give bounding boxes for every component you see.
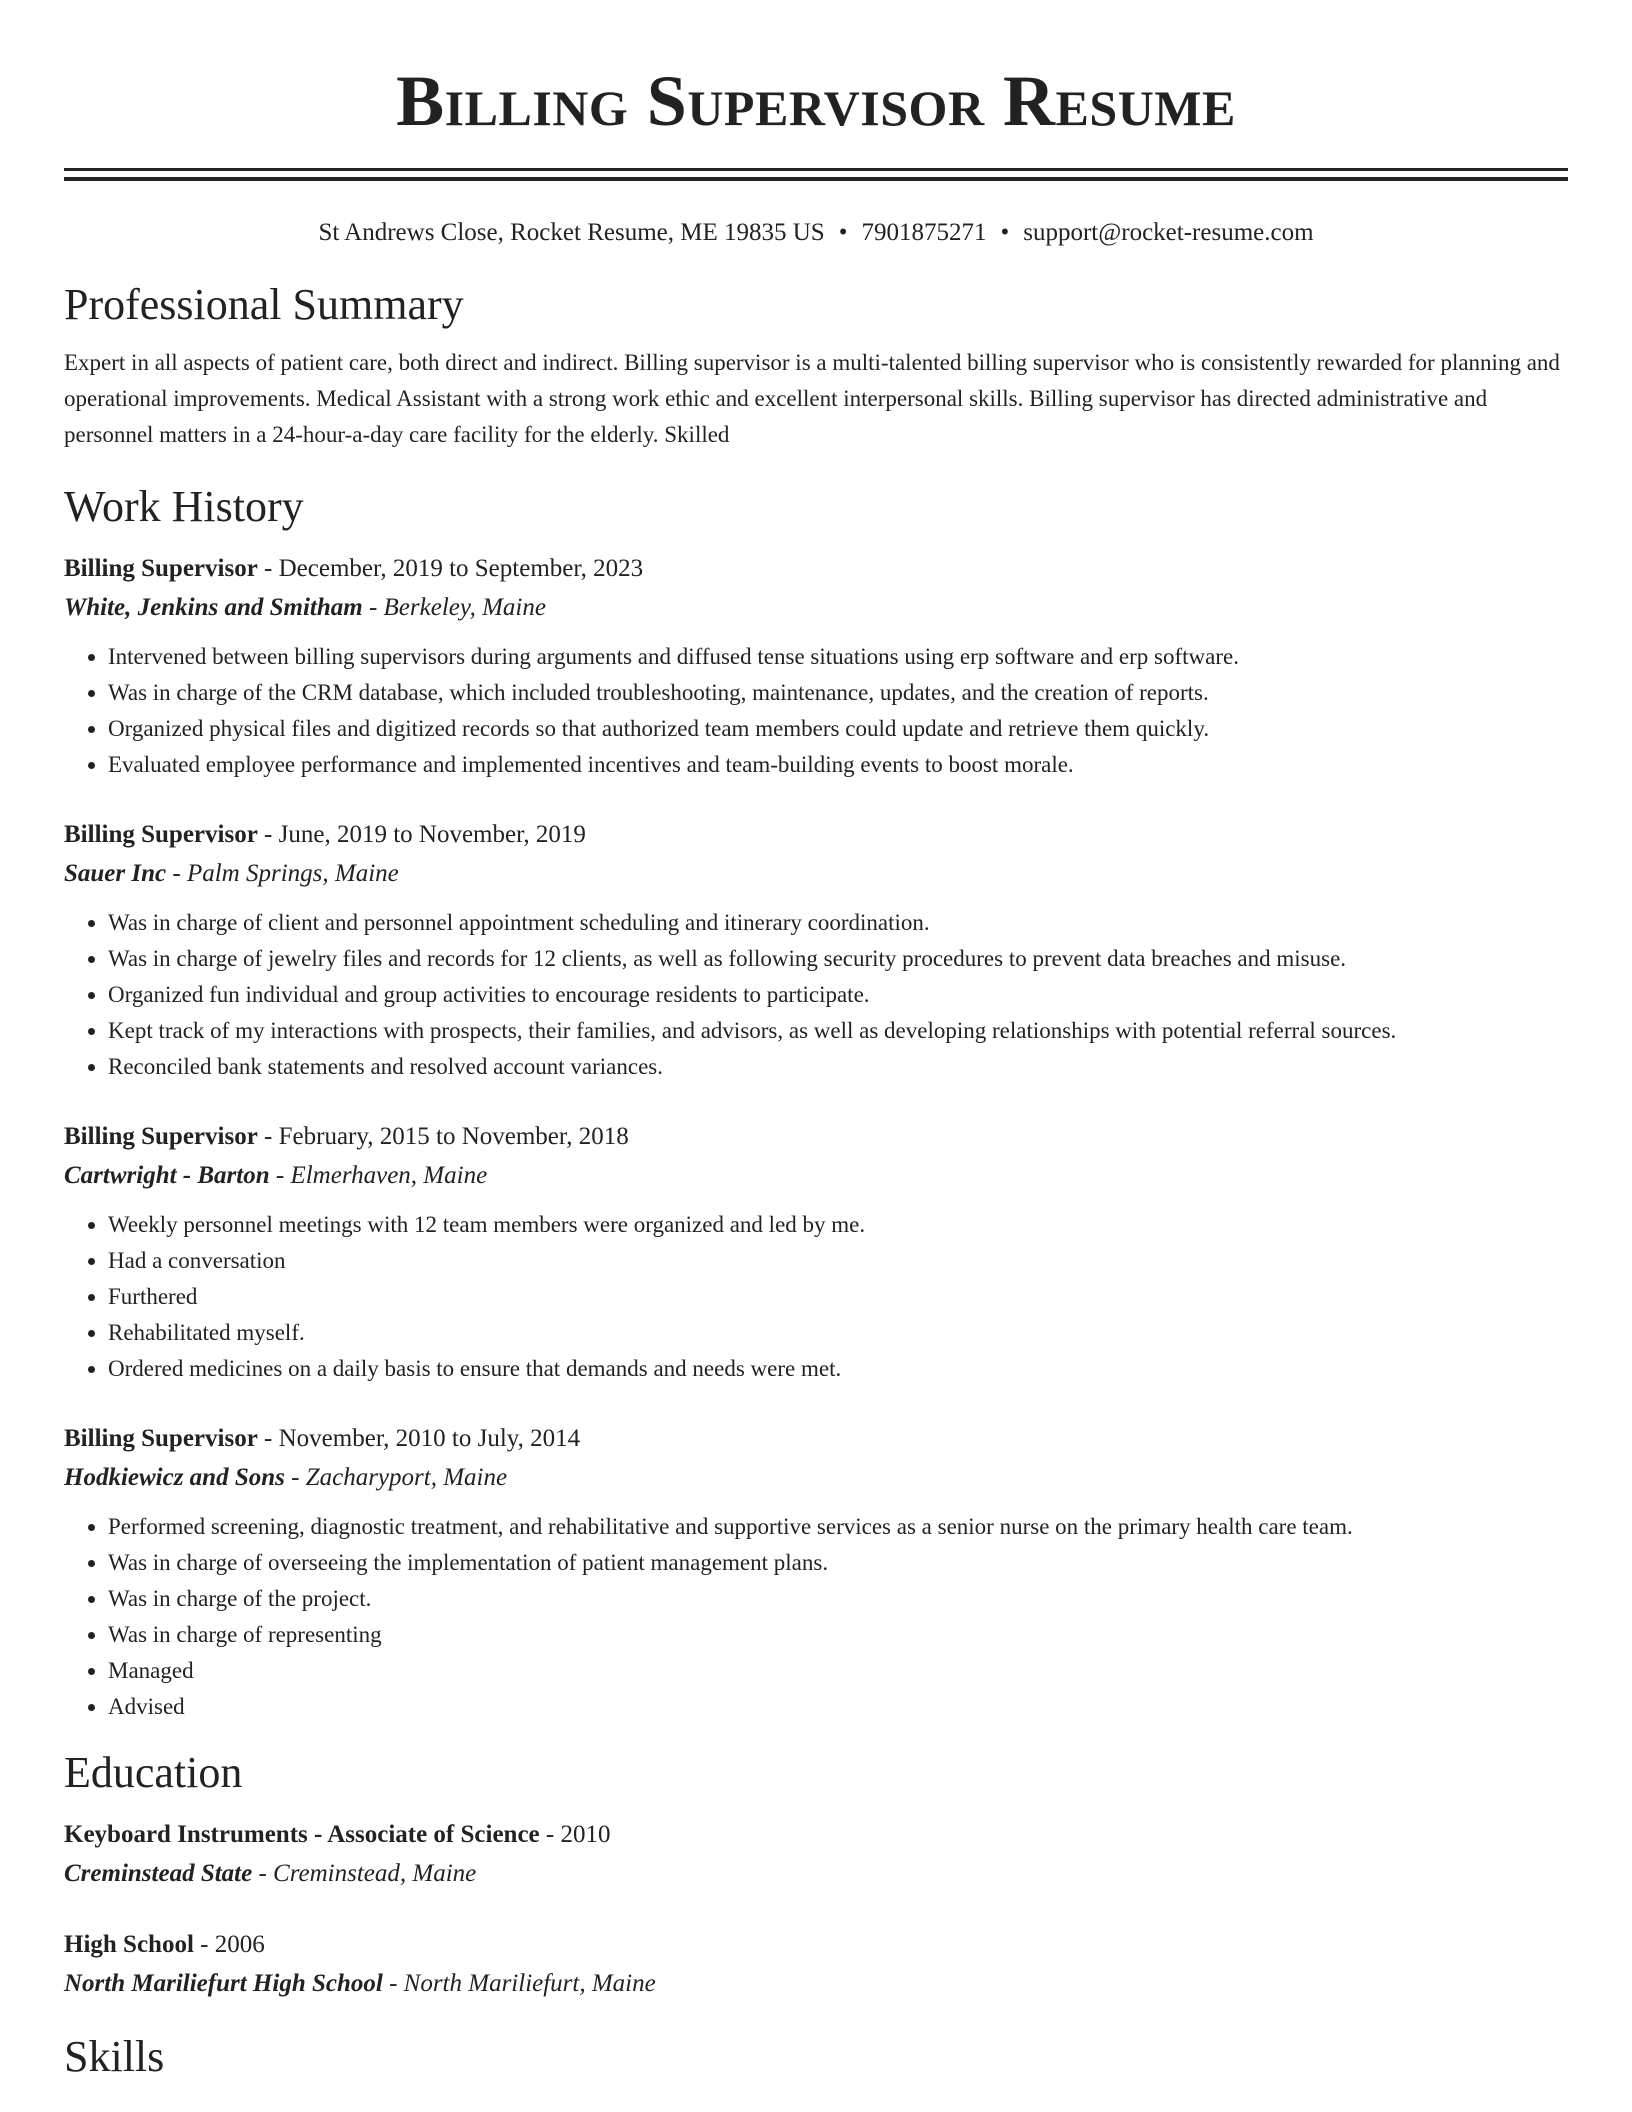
list-item: • Evaluated employee performance and implemented incentives and team-building events to boost morale. <box>108 747 1568 783</box>
contact-phone: 7901875271 <box>861 219 987 246</box>
list-item: • Performed screening, diagnostic treatment, and rehabilitative and supportive services as a senior nurse on the primary health care team. <box>108 1509 1568 1545</box>
education-entry <box>64 1925 1568 2003</box>
school-name: Creminstead State <box>64 1860 253 1887</box>
list-item: • Furthered <box>108 1279 1568 1315</box>
company-line <box>64 1157 1568 1195</box>
company-name: Sauer Inc <box>64 860 167 887</box>
company-line <box>64 589 1568 627</box>
work-history-heading: Work History <box>64 482 304 531</box>
summary-heading: Professional Summary <box>64 280 464 329</box>
list-item: • Was in charge of overseeing the implementation of patient management plans. <box>108 1545 1568 1581</box>
job-entry <box>64 1419 1568 1725</box>
school-line <box>64 1855 1568 1893</box>
degree-name: High School <box>64 1931 194 1958</box>
company-location: - Zacharyport, Maine <box>284 1464 508 1491</box>
company-location: - Elmerhaven, Maine <box>269 1162 488 1189</box>
company-name: White, Jenkins and Smitham <box>64 594 363 621</box>
contact-line <box>64 217 1568 249</box>
contact-separator: • <box>1000 219 1010 246</box>
school-location: - North Mariliefurt, Maine <box>382 1970 656 1997</box>
school-location: - Creminstead, Maine <box>252 1860 477 1887</box>
company-line <box>64 855 1568 893</box>
list-item: • Intervened between billing supervisors during arguments and diffused tense situations using erp software and erp software. <box>108 639 1568 675</box>
company-location: - Berkeley, Maine <box>362 594 546 621</box>
company-line <box>64 1459 1568 1497</box>
list-item: • Was in charge of the CRM database, which included troubleshooting, maintenance, updates, and the creation of reports. <box>108 675 1568 711</box>
job-entry <box>64 549 1568 783</box>
education-heading: Education <box>64 1748 243 1797</box>
list-item: • Rehabilitated myself. <box>108 1315 1568 1351</box>
list-item: • Was in charge of client and personnel appointment scheduling and itinerary coordination. <box>108 905 1568 941</box>
job-bullets <box>64 905 1568 1085</box>
degree-line <box>64 1925 1568 1965</box>
list-item: • Managed <box>108 1653 1568 1689</box>
list-item: • Kept track of my interactions with prospects, their families, and advisors, as well as developing relationships with potential referral sources. <box>108 1013 1568 1049</box>
list-item: • Was in charge of jewelry files and records for 12 clients, as well as following security procedures to prevent data breaches and misuse. <box>108 941 1568 977</box>
summary-text: Expert in all aspects of patient care, both direct and indirect. Billing supervisor is a multi-talented billing supervisor who is consistently rewarded for planning and operational improvements. Medical Assistant with a strong work ethic and excellent interpersonal skills. Billing supervisor has directed administrative and personnel matters in a 24-hour-a-day care facility for the elderly. Skilled <box>64 350 1560 447</box>
list-item: • Was in charge of representing <box>108 1617 1568 1653</box>
page-title: Billing Supervisor Resume <box>396 61 1236 141</box>
degree-line <box>64 1815 1568 1855</box>
job-dates: - June, 2019 to November, 2019 <box>257 821 586 848</box>
company-name: Cartwright - Barton <box>64 1162 270 1189</box>
list-item: • Advised <box>108 1689 1568 1725</box>
company-location: - Palm Springs, Maine <box>166 860 399 887</box>
degree-year: - 2006 <box>193 1931 265 1958</box>
school-line <box>64 1965 1568 2003</box>
job-dates: - December, 2019 to September, 2023 <box>257 555 644 582</box>
degree-name: Keyboard Instruments - Associate of Science <box>64 1821 540 1848</box>
job-title-line <box>64 815 1568 855</box>
job-title: Billing Supervisor <box>64 555 258 582</box>
job-bullets <box>64 639 1568 783</box>
job-dates: - November, 2010 to July, 2014 <box>257 1425 581 1452</box>
skills-heading: Skills <box>64 2032 165 2081</box>
title-rule-bottom <box>64 177 1568 181</box>
list-item: • Was in charge of the project. <box>108 1581 1568 1617</box>
contact-address: St Andrews Close, Rocket Resume, ME 19835 US <box>318 219 825 246</box>
title-rule-top <box>64 168 1568 171</box>
job-entry <box>64 815 1568 1085</box>
job-title-line <box>64 1117 1568 1157</box>
job-title-line <box>64 549 1568 589</box>
school-name: North Mariliefurt High School <box>64 1970 383 1997</box>
education-entry <box>64 1815 1568 1893</box>
contact-email: support@rocket-resume.com <box>1023 219 1314 246</box>
company-name: Hodkiewicz and Sons <box>64 1464 285 1491</box>
list-item: • Weekly personnel meetings with 12 team members were organized and led by me. <box>108 1207 1568 1243</box>
job-title: Billing Supervisor <box>64 1425 258 1452</box>
job-title: Billing Supervisor <box>64 821 258 848</box>
job-title: Billing Supervisor <box>64 1123 258 1150</box>
list-item: • Ordered medicines on a daily basis to ensure that demands and needs were met. <box>108 1351 1568 1387</box>
list-item: • Had a conversation <box>108 1243 1568 1279</box>
job-dates: - February, 2015 to November, 2018 <box>257 1123 629 1150</box>
list-item: • Organized physical files and digitized records so that authorized team members could update and retrieve them quickly. <box>108 711 1568 747</box>
contact-separator: • <box>838 219 848 246</box>
job-bullets <box>64 1207 1568 1387</box>
degree-year: - 2010 <box>539 1821 611 1848</box>
job-entry <box>64 1117 1568 1387</box>
job-title-line <box>64 1419 1568 1459</box>
list-item: • Organized fun individual and group activities to encourage residents to participate. <box>108 977 1568 1013</box>
list-item: • Reconciled bank statements and resolved account variances. <box>108 1049 1568 1085</box>
job-bullets <box>64 1509 1568 1725</box>
